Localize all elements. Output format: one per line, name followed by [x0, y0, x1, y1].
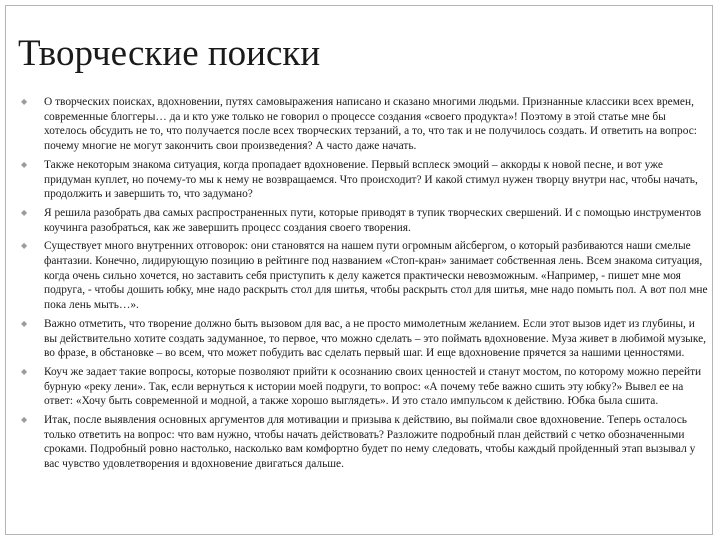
diamond-bullet-icon: ◆ [21, 97, 28, 106]
paragraph-text: Важно отметить, что творение должно быть вызовом для вас, а не просто мимолетным желанием. Если этот вызов идет из глубины, и вы действительно хотите создать задуманное, то первое, что можно сделать – это поймать вдохновение. Муза живет в любимой музыке, во фразе, в обстановке – во всем, что может побудить вас сделать первый шаг. И еще вдохновение прячется за нашими ценностями. [44, 317, 706, 360]
list-item [18, 365, 708, 409]
slide-frame [5, 5, 713, 535]
diamond-bullet-icon: ◆ [21, 318, 28, 328]
list-item [18, 206, 708, 235]
diamond-bullet-icon: ◆ [21, 366, 28, 376]
diamond-bullet-icon: ◆ [21, 241, 28, 251]
list-item [18, 413, 708, 472]
list-item [18, 95, 708, 154]
paragraph-text: Коуч же задает такие вопросы, которые позволяют прийти к осознанию своих ценностей и станут мостом, по которому можно перейти бурную «реку лени». Так, если вернуться к истории моей подруги, то вопрос: «А почему тебе важно сшить эту юбку?» Вывел ее на ответ: «Хочу быть современной и модной, а также хорошо выглядеть». И это стало импульсом к действию. Юбка была сшита. [44, 365, 702, 408]
list-item [18, 239, 708, 313]
list-item [18, 317, 708, 361]
slide-title: Творческие поиски [18, 33, 321, 74]
bullet-list [18, 95, 708, 476]
paragraph-text: О творческих поисках, вдохновении, путях самовыражения написано и сказано многими людьми. Признанные классики всех времен, современные блоггеры… да и кто уже только не говорил о процессе создания «своего продукта»! Поэтому в этой статье мне бы хотелось обсудить не то, что получается после всех творческих терзаний, а то, что так и не получилось создать. И ответить на вопрос: почему многие не могут закончить свои произведения? А часто даже начать. [44, 96, 697, 153]
paragraph-text: Итак, после выявления основных аргументов для мотивации и призыва к действию, вы поймали свое вдохновение. Теперь осталось только ответить на вопрос: что вам нужно, чтобы начать действовать? Разложите подробный план действий с четко обозначенными сроками. Подробный ровно настолько, насколько вам комфортно будет по нему следовать, чтобы каждый пройденный этап вызывал у вас чувство удовлетворения и вдохновение двигаться дальше. [44, 414, 696, 471]
diamond-bullet-icon: ◆ [21, 415, 28, 425]
list-item [18, 158, 708, 202]
diamond-bullet-icon: ◆ [21, 207, 28, 217]
paragraph-text: Также некоторым знакома ситуация, когда пропадает вдохновение. Первый всплеск эмоций – аккорды к новой песне, и вот уже придуман куплет, но почему-то мы к нему не возвращаемся. Что происходит? И какой стимул нужен творцу внутри нас, чтобы начать, продолжить и завершить то, что задумано? [44, 158, 698, 201]
paragraph-text: Существует много внутренних отговорок: они становятся на нашем пути огромным айсбергом, о который разбиваются наши смелые фантазии. Конечно, лидирующую позицию в рейтинге под названием «Стоп-кран» занимает собственная лень. Всем знакома ситуация, когда очень сильно хочется, но заставить себя приступить к делу кажется практически невозможным. «Например, - пишет мне моя подруга, - чтобы дошить юбку, мне надо раскрыть стол для шитья, чтобы раскрыть стол для шитья, мне надо помыть пол. А вот пол мне пока лень мыть…». [44, 240, 708, 312]
diamond-bullet-icon: ◆ [21, 159, 28, 169]
paragraph-text: Я решила разобрать два самых распространенных пути, которые приводят в тупик творческих свершений. И с помощью инструментов коучинга разобраться, как же завершить процесс создания своего творения. [44, 206, 702, 234]
